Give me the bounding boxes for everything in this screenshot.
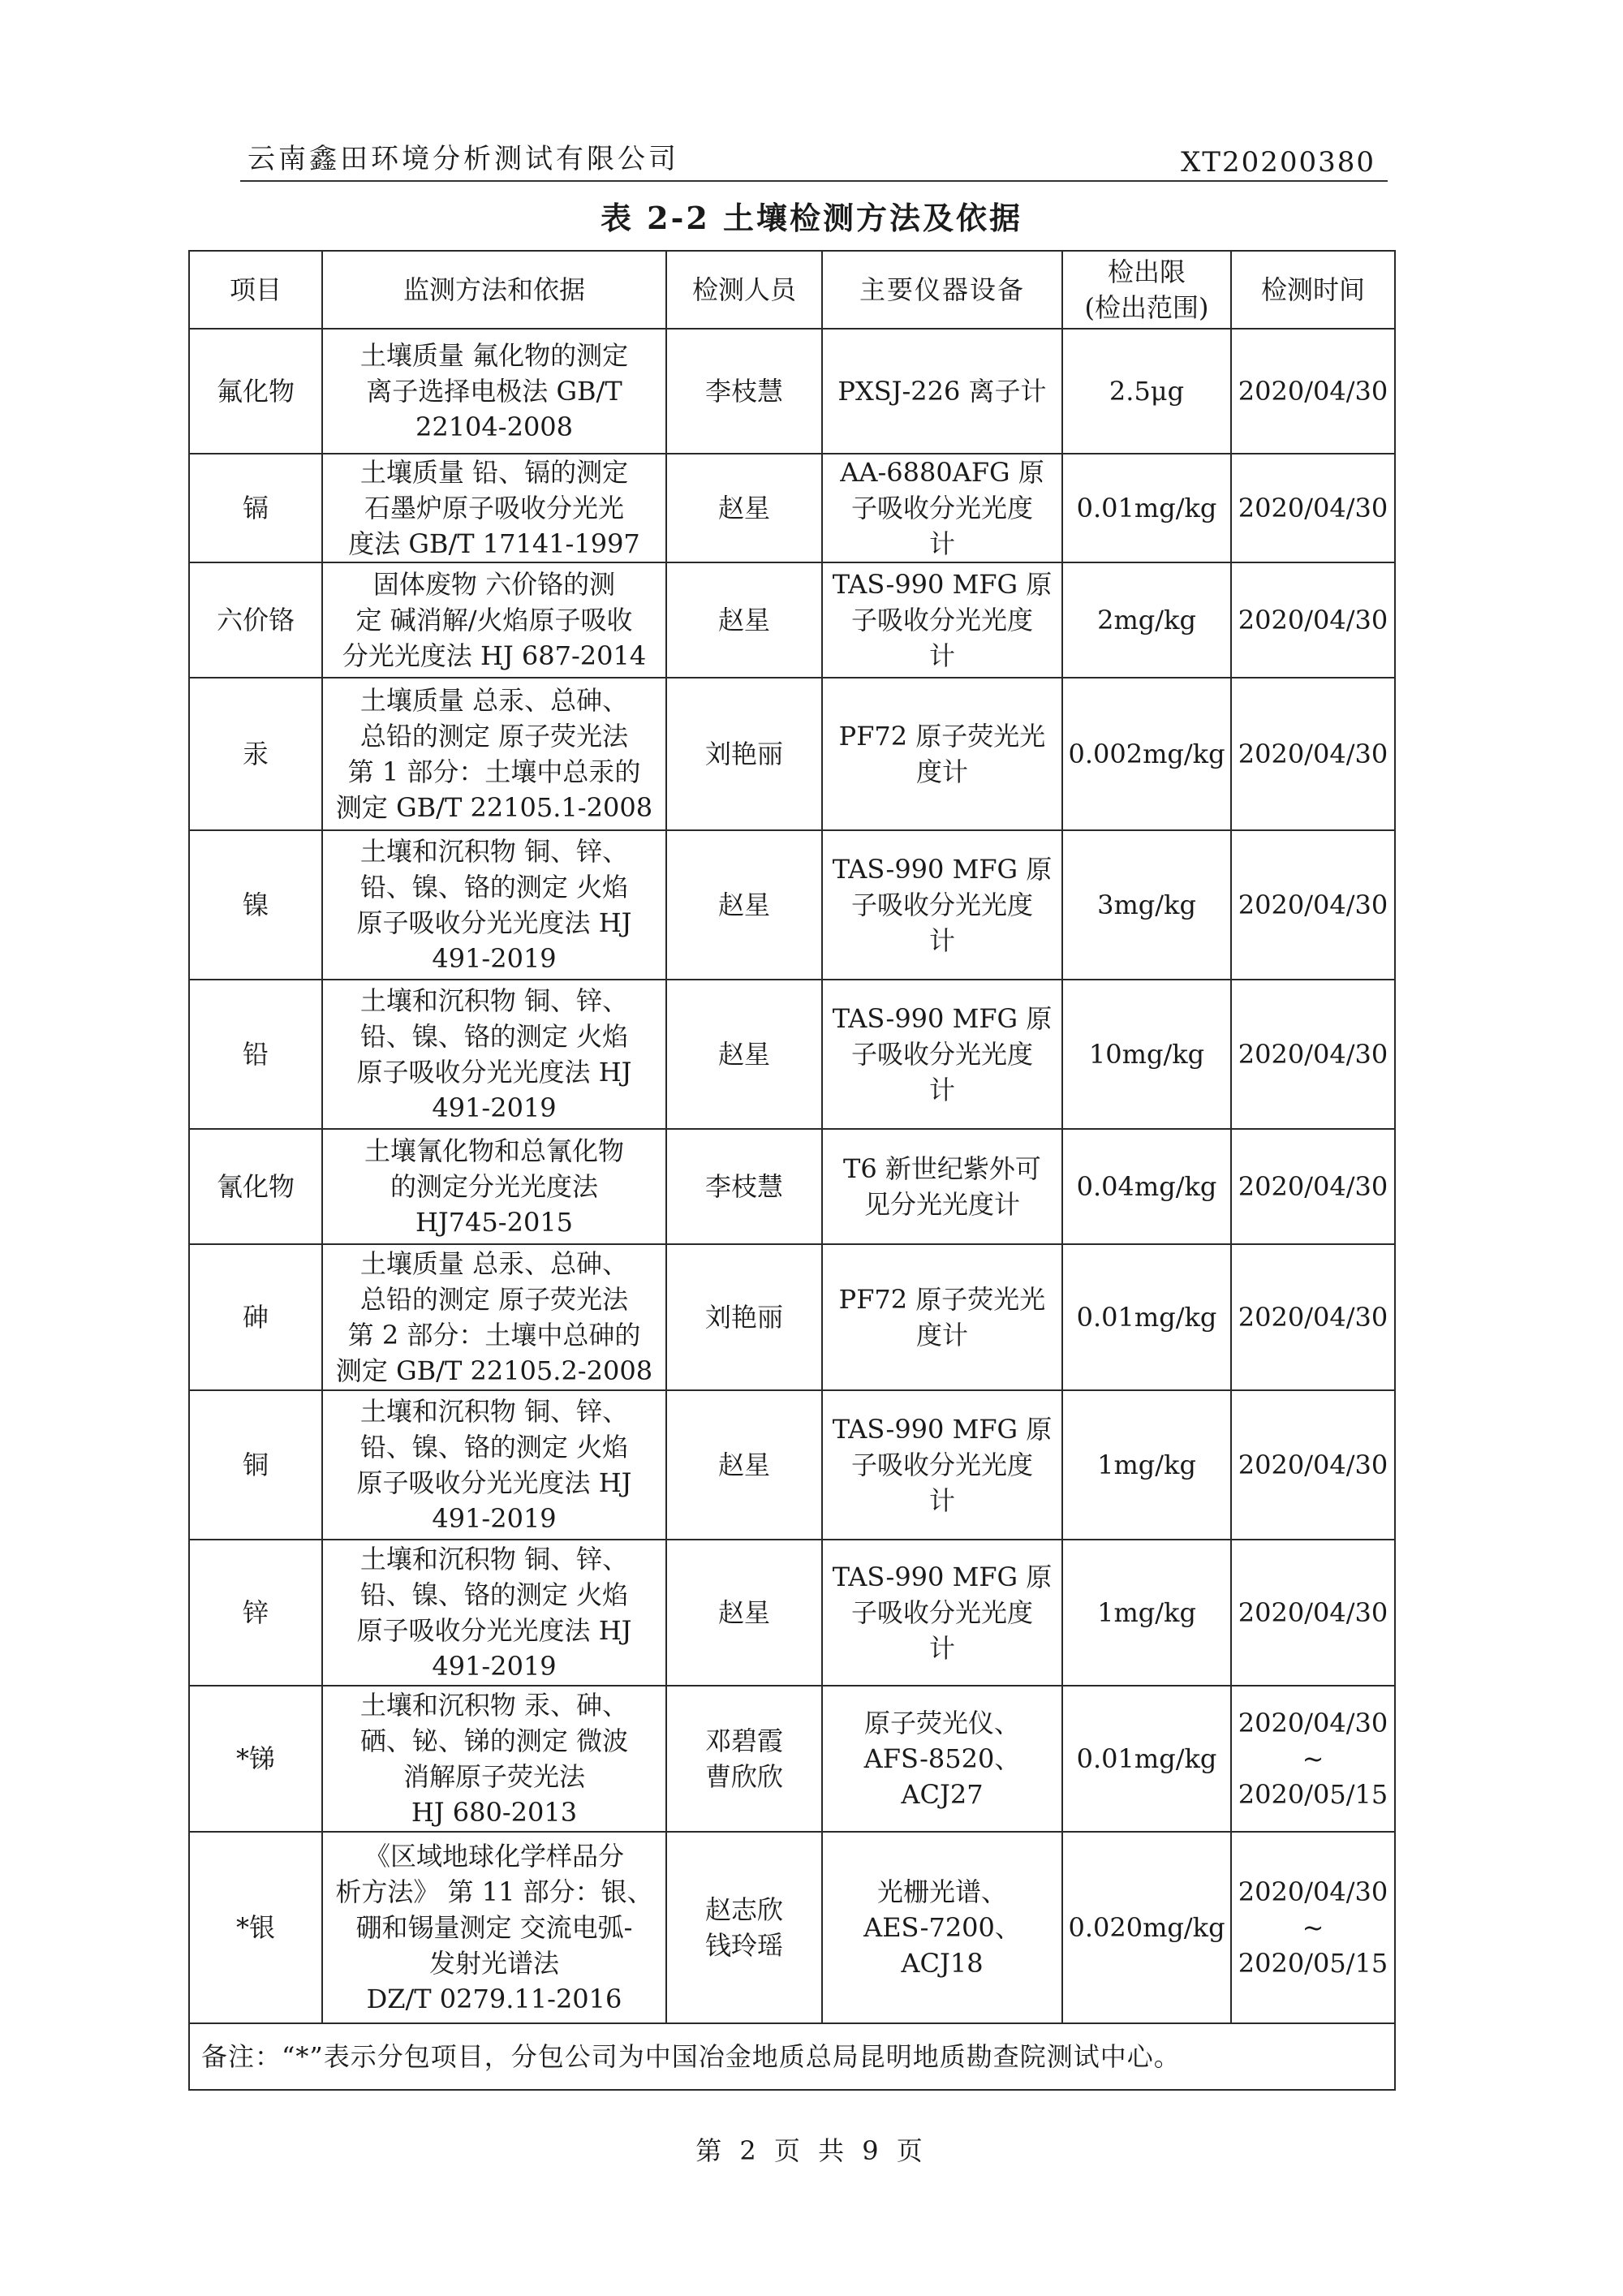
table-row bbox=[189, 1540, 1395, 1686]
cell-item: 镉 bbox=[189, 454, 322, 562]
cell-method: 土壤质量 总汞、总砷、 总铅的测定 原子荧光法 第 1 部分：土壤中总汞的 测定 GB/T 22105.1-2008 bbox=[322, 678, 666, 830]
cell-instrument: PF72 原子荧光光 度计 bbox=[822, 1244, 1062, 1390]
table-body bbox=[189, 329, 1395, 2023]
cell-staff: 李枝慧 bbox=[666, 329, 822, 454]
cell-staff: 赵星 bbox=[666, 980, 822, 1129]
cell-staff: 赵星 bbox=[666, 1540, 822, 1686]
col-header-date: 检测时间 bbox=[1231, 251, 1395, 329]
cell-limit: 0.020mg/kg bbox=[1062, 1832, 1231, 2023]
cell-date: 2020/04/30 bbox=[1231, 678, 1395, 830]
cell-instrument: TAS-990 MFG 原 子吸收分光光度 计 bbox=[822, 562, 1062, 678]
table-row bbox=[189, 678, 1395, 830]
table-row bbox=[189, 1390, 1395, 1540]
cell-limit: 10mg/kg bbox=[1062, 980, 1231, 1129]
cell-item: 镍 bbox=[189, 830, 322, 980]
cell-method: 土壤和沉积物 铜、锌、 铅、镍、铬的测定 火焰 原子吸收分光光度法 HJ 491-2019 bbox=[322, 1390, 666, 1540]
cell-limit: 0.04mg/kg bbox=[1062, 1129, 1231, 1244]
cell-method: 土壤质量 铅、镉的测定 石墨炉原子吸收分光光 度法 GB/T 17141-1997 bbox=[322, 454, 666, 562]
cell-instrument: TAS-990 MFG 原 子吸收分光光度 计 bbox=[822, 1540, 1062, 1686]
cell-limit: 0.01mg/kg bbox=[1062, 1244, 1231, 1390]
cell-instrument: 原子荧光仪、 AFS-8520、 ACJ27 bbox=[822, 1686, 1062, 1832]
cell-staff: 刘艳丽 bbox=[666, 678, 822, 830]
col-header-staff: 检测人员 bbox=[666, 251, 822, 329]
header-divider bbox=[240, 180, 1388, 182]
table-row bbox=[189, 1832, 1395, 2023]
cell-item: *银 bbox=[189, 1832, 322, 2023]
cell-instrument: TAS-990 MFG 原 子吸收分光光度 计 bbox=[822, 1390, 1062, 1540]
table-header-row bbox=[189, 251, 1395, 329]
cell-method: 土壤质量 氟化物的测定 离子选择电极法 GB/T 22104-2008 bbox=[322, 329, 666, 454]
note-row bbox=[189, 2023, 1395, 2090]
cell-item: 氟化物 bbox=[189, 329, 322, 454]
cell-date: 2020/04/30 bbox=[1231, 454, 1395, 562]
cell-item: *锑 bbox=[189, 1686, 322, 1832]
cell-item: 铜 bbox=[189, 1390, 322, 1540]
cell-item: 锌 bbox=[189, 1540, 322, 1686]
cell-date: 2020/04/30 ~ 2020/05/15 bbox=[1231, 1832, 1395, 2023]
cell-method: 土壤和沉积物 汞、砷、 硒、铋、锑的测定 微波 消解原子荧光法 HJ 680-2013 bbox=[322, 1686, 666, 1832]
table-row bbox=[189, 1686, 1395, 1832]
cell-staff: 赵星 bbox=[666, 830, 822, 980]
cell-item: 砷 bbox=[189, 1244, 322, 1390]
cell-limit: 1mg/kg bbox=[1062, 1540, 1231, 1686]
cell-date: 2020/04/30 bbox=[1231, 562, 1395, 678]
cell-instrument: TAS-990 MFG 原 子吸收分光光度 计 bbox=[822, 830, 1062, 980]
note-text: 备注：“*”表示分包项目，分包公司为中国冶金地质总局昆明地质勘查院测试中心。 bbox=[189, 2023, 1395, 2090]
cell-item: 铅 bbox=[189, 980, 322, 1129]
cell-date: 2020/04/30 bbox=[1231, 1244, 1395, 1390]
col-header-limit: 检出限 (检出范围) bbox=[1062, 251, 1231, 329]
table-row bbox=[189, 562, 1395, 678]
cell-instrument: AA-6880AFG 原 子吸收分光光度 计 bbox=[822, 454, 1062, 562]
cell-item: 六价铬 bbox=[189, 562, 322, 678]
company-name: 云南鑫田环境分析测试有限公司 bbox=[248, 143, 679, 175]
col-header-item: 项目 bbox=[189, 251, 322, 329]
table-title: 表 2-2 土壤检测方法及依据 bbox=[600, 200, 1023, 236]
cell-instrument: PF72 原子荧光光 度计 bbox=[822, 678, 1062, 830]
table-row bbox=[189, 454, 1395, 562]
cell-date: 2020/04/30 bbox=[1231, 1129, 1395, 1244]
cell-method: 土壤和沉积物 铜、锌、 铅、镍、铬的测定 火焰 原子吸收分光光度法 HJ 491-2019 bbox=[322, 830, 666, 980]
cell-limit: 1mg/kg bbox=[1062, 1390, 1231, 1540]
cell-date: 2020/04/30 bbox=[1231, 1540, 1395, 1686]
col-header-instrument: 主要仪器设备 bbox=[822, 251, 1062, 329]
report-number: XT20200380 bbox=[1181, 146, 1375, 179]
cell-limit: 0.01mg/kg bbox=[1062, 1686, 1231, 1832]
cell-limit: 0.002mg/kg bbox=[1062, 678, 1231, 830]
cell-date: 2020/04/30 ~ 2020/05/15 bbox=[1231, 1686, 1395, 1832]
cell-method: 土壤氰化物和总氰化物 的测定分光光度法 HJ745-2015 bbox=[322, 1129, 666, 1244]
cell-staff: 邓碧霞 曹欣欣 bbox=[666, 1686, 822, 1832]
cell-method: 固体废物 六价铬的测 定 碱消解/火焰原子吸收 分光光度法 HJ 687-2014 bbox=[322, 562, 666, 678]
page-number: 第 2 页 共 9 页 bbox=[695, 2135, 928, 2166]
cell-limit: 2.5μg bbox=[1062, 329, 1231, 454]
cell-method: 土壤和沉积物 铜、锌、 铅、镍、铬的测定 火焰 原子吸收分光光度法 HJ 491-2019 bbox=[322, 1540, 666, 1686]
cell-date: 2020/04/30 bbox=[1231, 980, 1395, 1129]
cell-staff: 赵星 bbox=[666, 562, 822, 678]
cell-instrument: T6 新世纪紫外可 见分光光度计 bbox=[822, 1129, 1062, 1244]
cell-date: 2020/04/30 bbox=[1231, 830, 1395, 980]
col-header-method: 监测方法和依据 bbox=[322, 251, 666, 329]
table-row bbox=[189, 830, 1395, 980]
cell-instrument: PXSJ-226 离子计 bbox=[822, 329, 1062, 454]
cell-item: 汞 bbox=[189, 678, 322, 830]
cell-staff: 赵星 bbox=[666, 454, 822, 562]
table-row bbox=[189, 329, 1395, 454]
cell-staff: 李枝慧 bbox=[666, 1129, 822, 1244]
cell-limit: 0.01mg/kg bbox=[1062, 454, 1231, 562]
cell-instrument: TAS-990 MFG 原 子吸收分光光度 计 bbox=[822, 980, 1062, 1129]
cell-limit: 3mg/kg bbox=[1062, 830, 1231, 980]
cell-date: 2020/04/30 bbox=[1231, 1390, 1395, 1540]
cell-staff: 刘艳丽 bbox=[666, 1244, 822, 1390]
cell-method: 土壤和沉积物 铜、锌、 铅、镍、铬的测定 火焰 原子吸收分光光度法 HJ 491-2019 bbox=[322, 980, 666, 1129]
cell-limit: 2mg/kg bbox=[1062, 562, 1231, 678]
cell-instrument: 光栅光谱、 AES-7200、 ACJ18 bbox=[822, 1832, 1062, 2023]
cell-method: 土壤质量 总汞、总砷、 总铅的测定 原子荧光法 第 2 部分：土壤中总砷的 测定 GB/T 22105.2-2008 bbox=[322, 1244, 666, 1390]
cell-date: 2020/04/30 bbox=[1231, 329, 1395, 454]
cell-method: 《区域地球化学样品分 析方法》 第 11 部分：银、 硼和锡量测定 交流电弧- 发射光谱法 DZ/T 0279.11-2016 bbox=[322, 1832, 666, 2023]
table-row bbox=[189, 1129, 1395, 1244]
table-row bbox=[189, 1244, 1395, 1390]
table-row bbox=[189, 980, 1395, 1129]
cell-staff: 赵志欣 钱玲瑶 bbox=[666, 1832, 822, 2023]
method-table bbox=[188, 250, 1396, 2091]
cell-staff: 赵星 bbox=[666, 1390, 822, 1540]
cell-item: 氰化物 bbox=[189, 1129, 322, 1244]
